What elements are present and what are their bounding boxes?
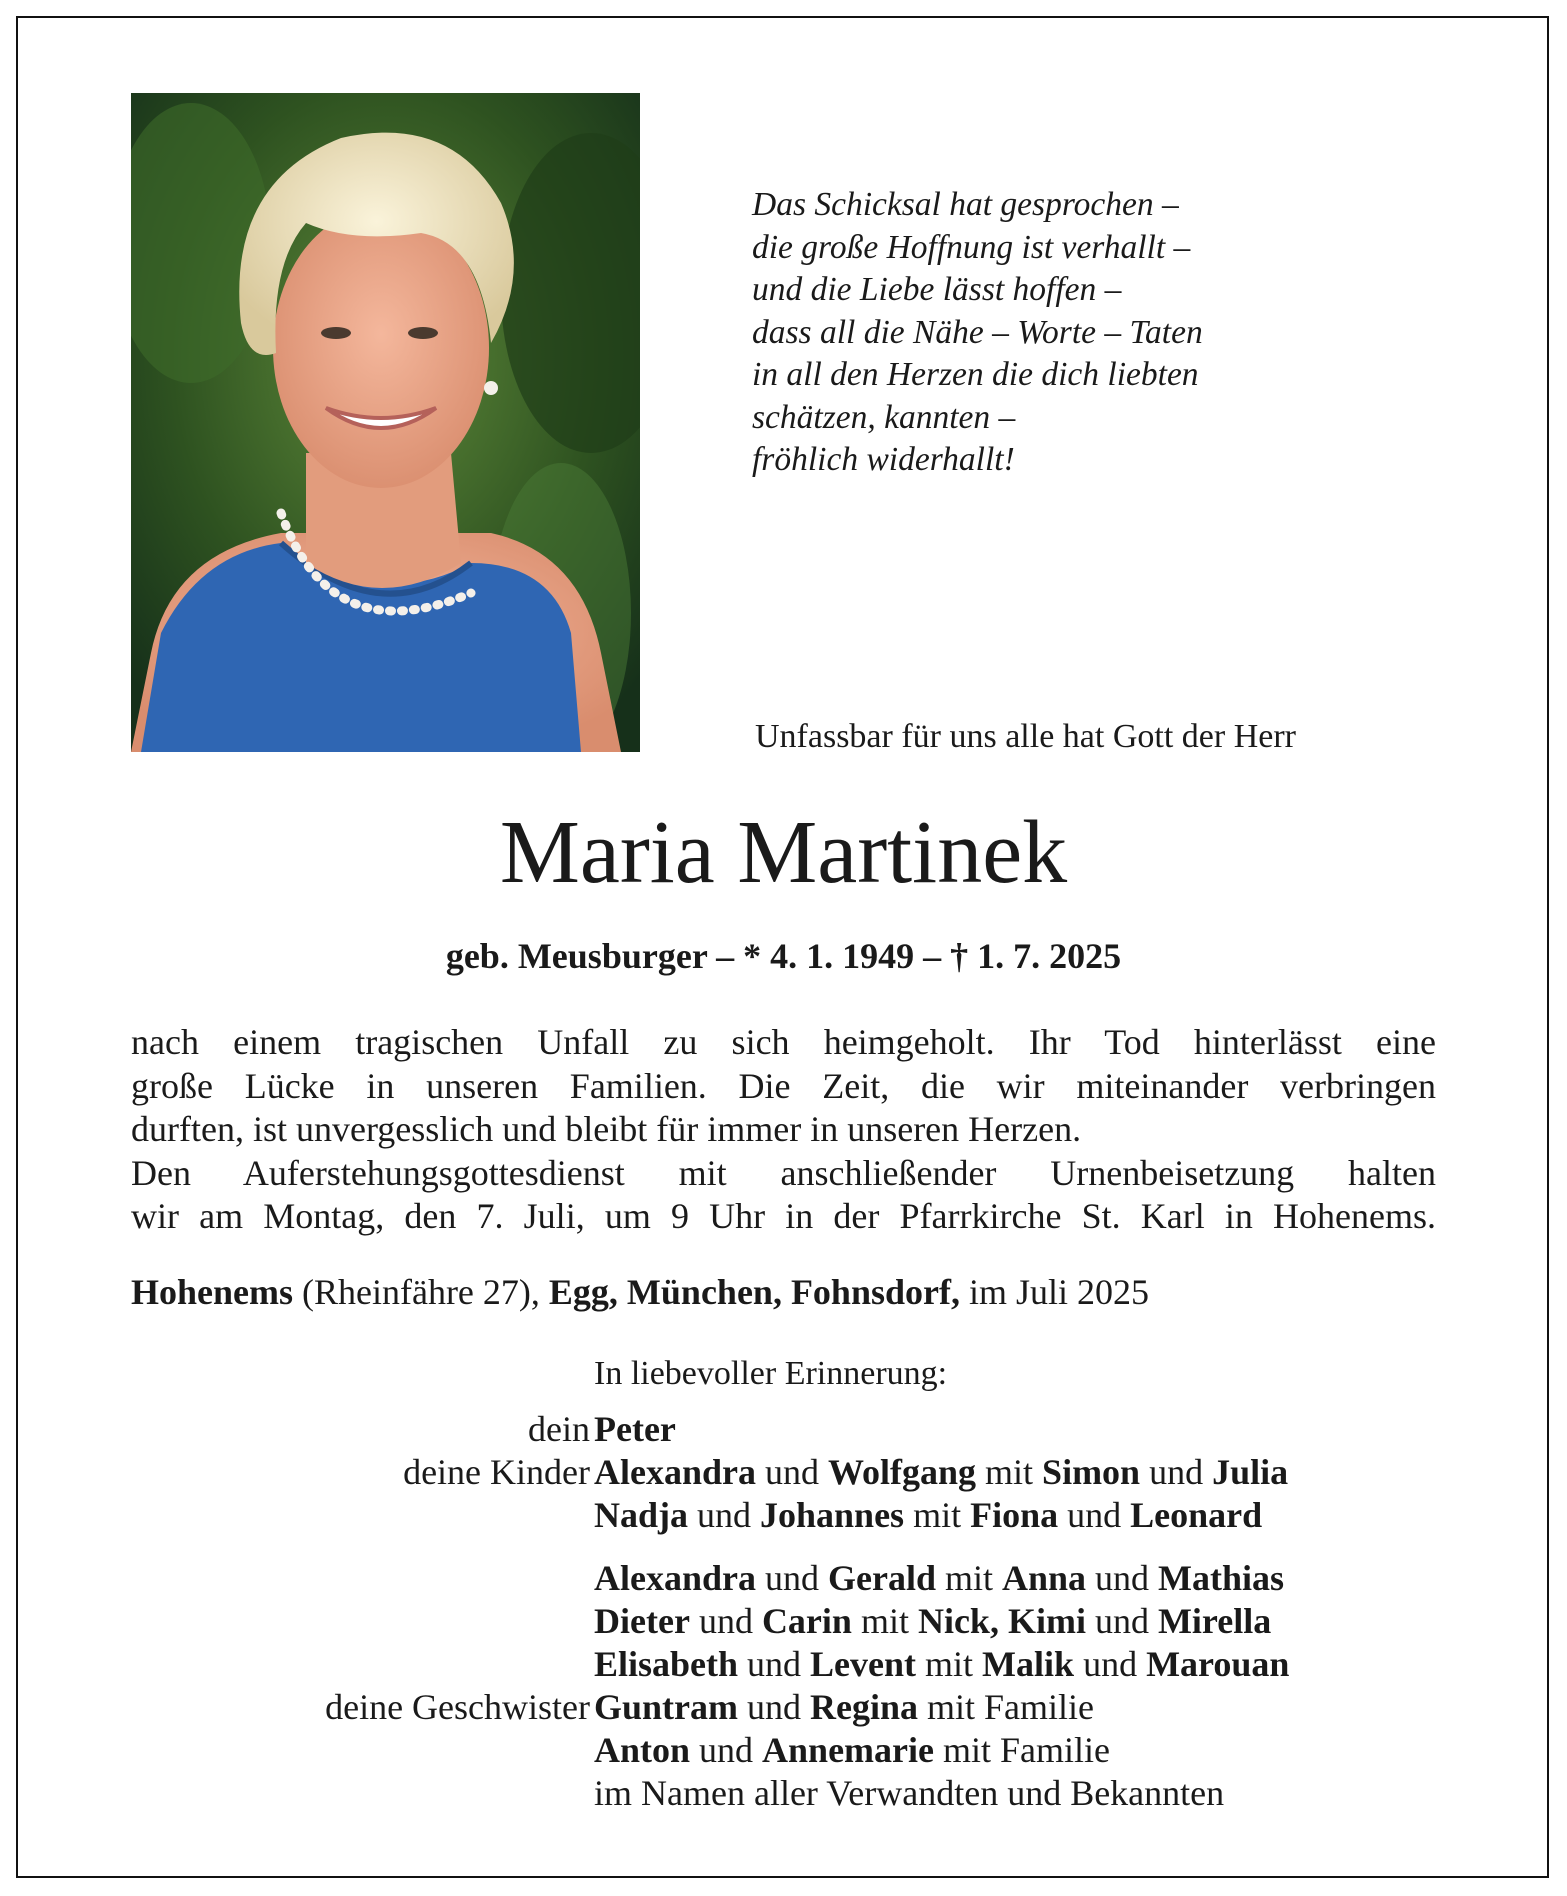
family-row — [0, 1729, 1567, 1772]
connector: mit Familie — [934, 1730, 1110, 1770]
person-name: Malik — [982, 1644, 1075, 1684]
announcement-line: Den Auferstehungsgottesdienst mit anschließender Urnenbeisetzung halten — [131, 1152, 1436, 1193]
poem-line: fröhlich widerhallt! — [752, 441, 1015, 478]
announcement-text — [131, 1021, 1436, 1239]
connector: und — [1058, 1495, 1131, 1535]
relation-label: deine Kinder — [403, 1452, 590, 1492]
person-name: Johannes — [760, 1495, 905, 1535]
relation-names — [594, 1557, 1284, 1599]
connector: und — [690, 1730, 763, 1770]
deceased-name: Maria Martinek — [499, 803, 1068, 902]
intro-line: Unfassbar für uns alle hat Gott der Herr — [755, 718, 1296, 755]
person-name: Guntram — [594, 1687, 738, 1727]
family-row — [0, 1494, 1567, 1537]
poem-line: die große Hoffnung ist verhallt – — [752, 228, 1191, 266]
person-name: Simon — [1042, 1452, 1141, 1492]
poem-line: in all den Herzen die dich liebten — [752, 356, 1199, 393]
connector: und — [689, 1601, 762, 1641]
family-row — [0, 1686, 1567, 1729]
relation-names — [594, 1600, 1271, 1642]
person-name: Anton — [594, 1730, 691, 1770]
connector: und — [1074, 1644, 1147, 1684]
connector: und — [756, 1452, 828, 1492]
family-row — [0, 1643, 1567, 1686]
connector: und — [1085, 1601, 1158, 1641]
place-name: Hohenems — [131, 1272, 293, 1312]
connector: mit — [916, 1644, 983, 1684]
connector: mit — [904, 1495, 971, 1535]
poem-line: schätzen, kannten – — [752, 398, 1016, 436]
poem — [752, 184, 1452, 482]
person-name: Annemarie — [762, 1730, 934, 1770]
connector: mit — [976, 1452, 1043, 1492]
date-text: im Juli 2025 — [959, 1272, 1150, 1312]
announcement-line: große Lücke in unseren Familien. Die Zeit, die wir miteinander verbringen — [131, 1065, 1436, 1106]
connector: mit Familie — [918, 1687, 1094, 1727]
connector: und — [738, 1687, 810, 1727]
relation-names — [594, 1729, 1110, 1771]
family-row — [0, 1557, 1567, 1600]
announcement-line: nach einem tragischen Unfall zu sich heimgeholt. Ihr Tod hinterlässt eine — [131, 1022, 1436, 1062]
closing-line: im Namen aller Verwandten und Bekannten — [594, 1773, 1225, 1813]
relation-names — [594, 1643, 1289, 1685]
connector: mit — [851, 1601, 918, 1641]
connector: und — [1086, 1558, 1159, 1598]
relation-names — [594, 1408, 676, 1450]
places-date-line — [131, 1271, 1149, 1313]
connector: und — [738, 1644, 811, 1684]
family-row — [0, 1772, 1567, 1815]
poem-line: dass all die Nähe – Worte – Taten — [752, 313, 1203, 351]
person-name: Nick, Kimi — [917, 1601, 1086, 1641]
person-name: Leonard — [1130, 1495, 1263, 1535]
connector: und — [1140, 1452, 1213, 1492]
person-name: Alexandra — [594, 1452, 756, 1492]
family-row — [0, 1408, 1567, 1451]
family-row — [0, 1600, 1567, 1643]
memory-heading: In liebevoller Erinnerung: — [594, 1355, 948, 1392]
portrait-illustration — [131, 93, 640, 752]
relation-names — [594, 1494, 1262, 1536]
address: (Rheinfähre 27), — [293, 1272, 549, 1312]
person-name: Regina — [810, 1687, 918, 1727]
person-name: Elisabeth — [594, 1644, 739, 1684]
person-name: Nadja — [594, 1495, 689, 1535]
person-name: Gerald — [828, 1558, 936, 1598]
person-name: Carin — [761, 1601, 852, 1641]
person-name: Mirella — [1157, 1601, 1272, 1641]
announcement-line: wir am Montag, den 7. Juli, um 9 Uhr in der Pfarrkirche St. Karl in Hohenems. — [131, 1196, 1436, 1236]
person-name: Wolfgang — [828, 1452, 977, 1492]
family-row — [0, 1451, 1567, 1494]
announcement-line: durften, ist unvergesslich und bleibt für immer in unseren Herzen. — [131, 1109, 1082, 1149]
person-name: Levent — [810, 1644, 917, 1684]
portrait-photo — [131, 93, 640, 752]
relation-names — [594, 1451, 1288, 1493]
poem-line: und die Liebe lässt hoffen – — [752, 271, 1122, 308]
person-name: Fiona — [970, 1495, 1059, 1535]
poem-line: Das Schicksal hat gesprochen – — [752, 186, 1179, 223]
relation-label: deine Geschwister — [325, 1687, 590, 1727]
person-name: Marouan — [1146, 1644, 1290, 1684]
connector: und — [756, 1558, 828, 1598]
place-names: Egg, München, Fohnsdorf, — [548, 1272, 960, 1312]
connector: mit — [935, 1558, 1002, 1598]
connector: und — [688, 1495, 761, 1535]
birth-death-dates: geb. Meusburger – * 4. 1. 1949 – † 1. 7. 2025 — [445, 936, 1122, 976]
relation-label: dein — [528, 1409, 590, 1449]
relation-names — [594, 1686, 1094, 1728]
person-name: Mathias — [1158, 1558, 1285, 1598]
person-name: Anna — [1002, 1558, 1087, 1598]
person-name: Dieter — [594, 1601, 690, 1641]
person-name: Alexandra — [594, 1558, 756, 1598]
person-name: Peter — [594, 1409, 676, 1449]
person-name: Julia — [1212, 1452, 1289, 1492]
